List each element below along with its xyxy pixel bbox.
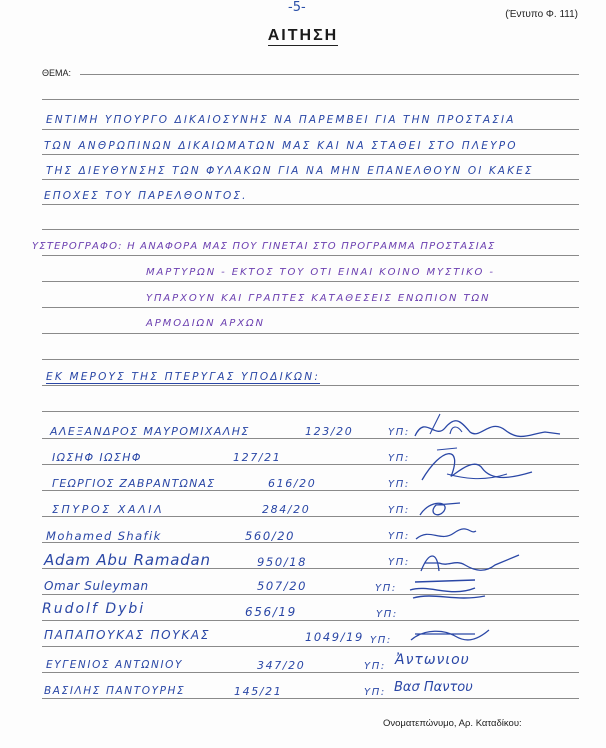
subject-label: ΘΕΜΑ:	[42, 68, 72, 78]
signatory-name: ΠΑΠΑΠΟΥΚΑΣ ΠΟΥΚΑΣ	[44, 628, 211, 642]
ruled-line	[42, 255, 579, 256]
document-title: ΑΙΤΗΣΗ	[267, 27, 339, 44]
ruled-line	[42, 129, 579, 130]
postscript-line: ΑΡΜΟΔΙΩΝ ΑΡΧΩΝ	[146, 318, 265, 329]
ruled-line	[42, 154, 579, 155]
signature-label: ΥΠ:	[364, 661, 386, 672]
ruled-line	[42, 179, 579, 180]
signatory-number: 1049/19	[305, 630, 364, 644]
signatory-number: 284/20	[262, 503, 311, 516]
ruled-line	[42, 672, 579, 673]
signatory-number: 127/21	[233, 451, 282, 464]
signatory-number: 145/21	[234, 685, 283, 698]
signatory-name: ΒΑΣΙΛΗΣ ΠΑΝΤΟΥΡΗΣ	[44, 685, 186, 697]
signatory-number: 560/20	[245, 529, 296, 543]
ruled-line	[42, 516, 579, 517]
signature-label: ΥΠ:	[388, 505, 410, 516]
ruled-line	[80, 74, 579, 75]
signature-label: ΥΠ:	[388, 453, 410, 464]
ruled-line	[42, 307, 579, 308]
signatory-number: 347/20	[257, 659, 306, 672]
postscript-line: ΥΣΤΕΡΟΓΡΑΦΟ: Η ΑΝΑΦΟΡΑ ΜΑΣ ΠΟΥ ΓΙΝΕΤΑΙ ΣΤΟ ΠΡΟΓΡΑΜΜΑ ΠΡΟΣΤΑΣΙΑΣ	[32, 241, 496, 252]
ruled-line	[42, 229, 579, 230]
ruled-line	[42, 490, 579, 491]
postscript-line: ΥΠΑΡΧΟΥΝ ΚΑΙ ΓΡΑΠΤΕΣ ΚΑΤΑΘΕΣΕΙΣ ΕΝΩΠΙΟΝ ΤΩΝ	[146, 293, 491, 304]
signatory-number: 950/18	[257, 555, 308, 569]
form-code: (Έντυπο Φ. 111)	[505, 9, 578, 20]
ruled-line	[42, 646, 579, 647]
signature-scribble	[405, 574, 495, 604]
request-line: ΕΝΤΙΜΗ ΥΠΟΥΡΓΟ ΔΙΚΑΙΟΣΥΝΗΣ ΝΑ ΠΑΡΕΜΒΕΙ ΓΙΑ ΤΗΝ ΠΡΟΣΤΑΣΙΑ	[46, 114, 516, 126]
signature-scribble	[415, 547, 525, 575]
ruled-line	[42, 99, 579, 100]
signatory-name: ΓΕΩΡΓΙΟΣ ΖΑΒΡΑΝΤΩΝΑΣ	[52, 477, 216, 490]
signature-label: ΥΠ:	[388, 557, 410, 568]
signature-label: ΥΠ:	[375, 583, 397, 594]
signature-label: ΥΠ:	[388, 531, 410, 542]
signature-scribble	[410, 497, 480, 519]
signature-scribble	[410, 410, 570, 442]
signature-label: ΥΠ:	[388, 479, 410, 490]
signatory-name: ΑΛΕΞΑΝΔΡΟΣ ΜΑΥΡΟΜΙΧΑΛΗΣ	[50, 425, 250, 438]
signature-scribble	[405, 624, 495, 646]
signatories-heading: ΕΚ ΜΕΡΟΥΣ ΤΗΣ ΠΤΕΡΥΓΑΣ ΥΠΟΔΙΚΩΝ:	[46, 371, 321, 383]
signature-label: ΥΠ:	[370, 635, 392, 646]
footer-label: Ονοματεπώνυμο, Αρ. Καταδίκου:	[383, 718, 522, 729]
ruled-line	[42, 281, 579, 282]
ruled-line	[42, 698, 579, 699]
signatory-number: 656/19	[245, 605, 297, 619]
signatory-name: ΙΩΣΗΦ ΙΩΣΗΦ	[52, 451, 142, 464]
signatory-name: Omar Suleyman	[44, 579, 149, 593]
ruled-line	[42, 594, 579, 595]
request-line: ΤΩΝ ΑΝΘΡΩΠΙΝΩΝ ΔΙΚΑΙΩΜΑΤΩΝ ΜΑΣ ΚΑΙ ΝΑ ΣΤΑΘΕΙ ΣΤΟ ΠΛΕΥΡΟ	[44, 140, 518, 152]
signature-pantouris: Βασ Παντου	[394, 680, 473, 695]
signature-label: ΥΠ:	[388, 427, 410, 438]
signature-antoniou: Ἀντωνιου	[395, 652, 470, 668]
ruled-line	[42, 359, 579, 360]
signature-label: ΥΠ:	[376, 609, 398, 620]
signatory-number: 123/20	[305, 425, 354, 438]
postscript-line: ΜΑΡΤΥΡΩΝ - ΕΚΤΟΣ ΤΟΥ ΟΤΙ ΕΙΝΑΙ ΚΟΙΝΟ ΜΥΣΤΙΚΟ -	[146, 267, 495, 278]
signature-label: ΥΠ:	[364, 687, 386, 698]
signatory-name: Rudolf Dybi	[42, 601, 146, 617]
request-line: ΕΠΟΧΕΣ ΤΟΥ ΠΑΡΕΛΘΟΝΤΟΣ.	[44, 190, 248, 202]
ruled-line	[42, 204, 579, 205]
signatory-number: 616/20	[268, 477, 317, 490]
signatory-name: ΣΠΥΡΟΣ ΧΑΛΙΛ	[52, 503, 165, 516]
ruled-line	[42, 385, 579, 386]
signatory-name: Mohamed Shafik	[46, 529, 162, 543]
signatory-number: 507/20	[257, 579, 308, 593]
signatory-name: ΕΥΓΕΝΙΟΣ ΑΝΤΩΝΙΟΥ	[46, 659, 184, 671]
request-line: ΤΗΣ ΔΙΕΥΘΥΝΣΗΣ ΤΩΝ ΦΥΛΑΚΩΝ ΓΙΑ ΝΑ ΜΗΝ ΕΠΑΝΕΛΘΟΥΝ ΟΙ ΚΑΚΕΣ	[46, 165, 534, 177]
page-number: -5-	[288, 0, 306, 15]
ruled-line	[42, 333, 579, 334]
signatory-name: Adam Abu Ramadan	[44, 551, 211, 569]
ruled-line	[42, 620, 579, 621]
signature-scribble	[410, 523, 480, 545]
signature-scribble	[412, 444, 542, 486]
